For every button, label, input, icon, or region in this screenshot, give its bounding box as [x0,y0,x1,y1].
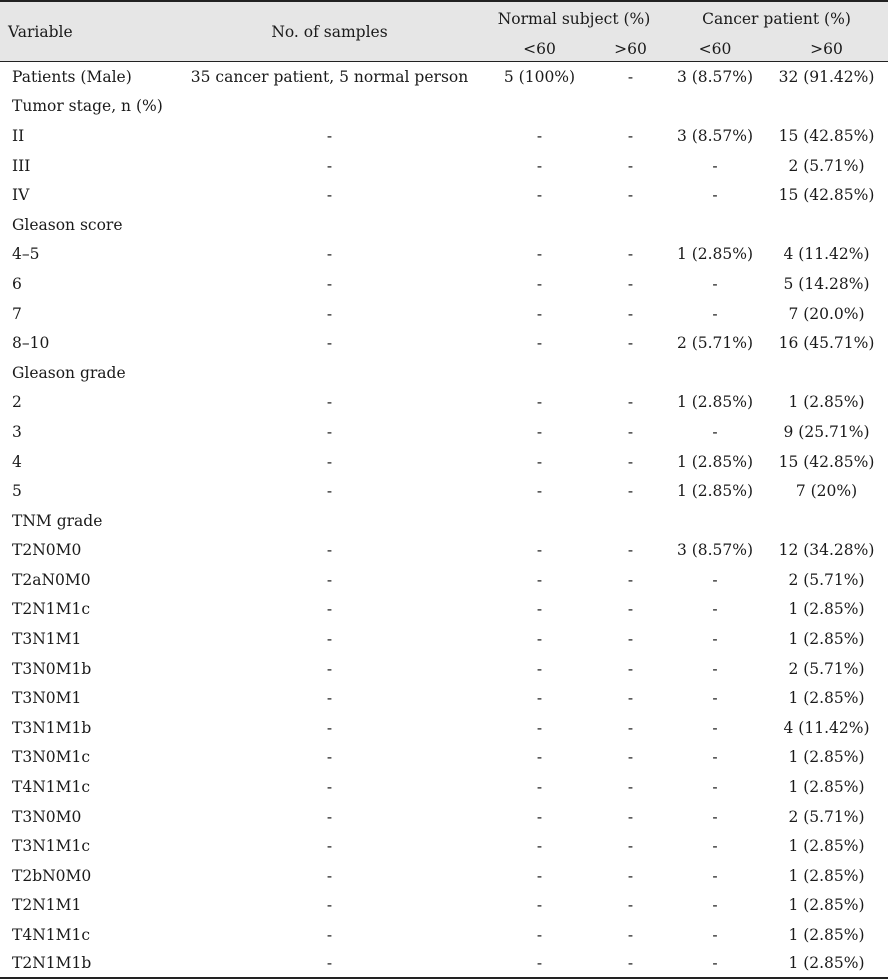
table-row [0,328,888,358]
cell-normal-lt60: - [536,748,543,767]
cell-normal-gt60: - [627,630,634,649]
cell-normal-gt60: - [627,274,634,293]
cell-normal-gt60: - [627,334,634,353]
cell-normal-gt60: - [627,156,634,175]
cell-normal-lt60: - [536,570,543,589]
cell-variable: T3N0M1c [12,748,91,767]
cell-cancer-gt60 [765,506,888,536]
cell-cancer-lt60: - [712,600,718,619]
cell-variable: T3N1M1 [12,630,82,649]
cell-normal-lt60: - [536,837,543,856]
cell-normal-gt60: - [627,837,634,856]
cell-variable: II [12,126,25,145]
cell-cancer-gt60: 1 (2.85%) [788,689,865,708]
table-row [0,180,888,210]
table-row [0,388,888,418]
cell-cancer-gt60: 4 (11.42%) [783,245,870,264]
cell-cancer-lt60: 1 (2.85%) [676,245,754,264]
cell-cancer-gt60: 32 (91.42%) [778,67,875,86]
cell-cancer-lt60: - [712,304,718,323]
cell-cancer-lt60: - [665,950,765,978]
cell-variable: IV [12,186,30,205]
cell-cancer-gt60: 1 (2.85%) [788,896,865,915]
cell-normal-lt60: - [536,274,543,293]
cell-variable: TNM grade [12,511,103,530]
table-row [0,891,888,921]
table-row [0,417,888,447]
cell-cancer-gt60 [765,210,888,240]
cell-normal-gt60: - [627,482,634,501]
cell-normal-lt60: - [536,689,543,708]
cell-samples: - [326,837,333,856]
cell-normal-gt60 [596,92,665,122]
cell-samples [176,506,483,536]
cell-normal-lt60: - [536,630,543,649]
cell-normal-gt60: - [627,186,634,205]
cell-cancer-gt60: 15 (42.85%) [778,452,875,471]
cell-cancer-lt60 [665,210,765,240]
cell-variable: T4N1M1c [12,926,91,945]
table-row [0,506,888,536]
cell-variable: T2N0M0 [12,541,82,560]
cell-normal-gt60: - [627,422,634,441]
cell-cancer-lt60: - [712,866,718,885]
cell-samples: - [326,659,333,678]
cell-samples: - [326,896,333,915]
cell-variable: T2N1M1b [0,950,176,978]
cell-variable: T4N1M1c [12,778,91,797]
cell-cancer-gt60: 5 (14.28%) [783,274,870,293]
cell-normal-gt60: - [627,896,634,915]
cell-cancer-lt60: 3 (8.57%) [676,126,754,145]
cell-normal-lt60: - [483,950,596,978]
cell-cancer-lt60 [665,506,765,536]
cell-cancer-gt60: 1 (2.85%) [788,778,865,797]
table-row [0,831,888,861]
cell-cancer-lt60: - [712,570,718,589]
cell-normal-lt60: - [536,126,543,145]
cell-normal-gt60: - [627,718,634,737]
header-cancer-gt60: >60 [765,36,888,62]
cell-samples: - [326,689,333,708]
cell-normal-lt60: - [536,482,543,501]
cell-normal-lt60: - [536,393,543,412]
cell-cancer-lt60 [665,358,765,388]
cell-cancer-lt60: 3 (8.57%) [676,67,754,86]
cell-variable: Tumor stage, n (%) [12,97,163,116]
cell-cancer-lt60: 2 (5.71%) [676,334,754,353]
cell-normal-lt60: 5 (100%) [503,67,576,86]
cell-samples: - [326,778,333,797]
cell-variable: 7 [12,304,22,323]
cell-normal-gt60: - [627,304,634,323]
cell-samples: 35 cancer patient, 5 normal person [190,67,469,86]
cell-cancer-lt60: 1 (2.85%) [676,452,754,471]
table-row [0,920,888,950]
cell-normal-gt60: - [627,570,634,589]
header-normal-lt60: <60 [483,36,596,62]
cell-normal-gt60: - [627,67,634,86]
cell-normal-lt60: - [536,156,543,175]
cell-cancer-gt60: 4 (11.42%) [783,718,870,737]
cell-samples: - [326,541,333,560]
cell-normal-lt60: - [536,452,543,471]
cell-samples: - [326,186,333,205]
table-body [0,62,888,978]
cell-normal-gt60: - [627,452,634,471]
cell-cancer-gt60: 2 (5.71%) [788,156,865,175]
cell-cancer-lt60: - [712,274,718,293]
cell-normal-gt60: - [627,926,634,945]
header-cancer-patient: Cancer patient (%) [665,1,888,36]
table-row [0,447,888,477]
cell-cancer-lt60: - [712,630,718,649]
cell-variable: T2bN0M0 [12,866,92,885]
table-row [0,62,888,92]
cell-samples: - [326,393,333,412]
cell-cancer-lt60: - [712,896,718,915]
cell-cancer-lt60: - [712,689,718,708]
table-row [0,151,888,181]
cell-variable: T3N0M1 [12,689,82,708]
cell-cancer-lt60: - [712,186,718,205]
table-row [0,536,888,566]
cell-samples: - [326,304,333,323]
table-row [0,743,888,773]
cell-samples: - [326,570,333,589]
cell-samples: - [326,748,333,767]
cell-samples: - [326,452,333,471]
cell-normal-lt60: - [536,186,543,205]
cell-variable: 3 [12,422,22,441]
cell-cancer-gt60: 1 (2.85%) [788,748,865,767]
cell-cancer-lt60: - [712,156,718,175]
cell-samples [176,358,483,388]
cell-variable: 4 [12,452,22,471]
cell-cancer-gt60: 9 (25.71%) [783,422,870,441]
cell-normal-lt60 [483,358,596,388]
cell-normal-gt60: - [627,778,634,797]
header-samples: No. of samples [176,1,483,62]
cell-cancer-gt60: 1 (2.85%) [788,393,865,412]
cell-cancer-lt60: 3 (8.57%) [676,541,754,560]
cell-normal-lt60: - [536,334,543,353]
cell-cancer-gt60: 16 (45.71%) [778,334,875,353]
cell-variable: 4–5 [12,245,40,264]
table-row [0,772,888,802]
table-row [0,802,888,832]
table-row [0,92,888,122]
cell-variable: T2N1M1c [12,600,91,619]
cell-cancer-lt60: 1 (2.85%) [676,482,754,501]
cell-variable: T2N1M1 [12,896,82,915]
cell-cancer-lt60 [665,92,765,122]
cell-variable: 5 [12,482,22,501]
cell-normal-lt60: - [536,304,543,323]
cell-normal-gt60: - [627,126,634,145]
cell-cancer-lt60: - [712,807,718,826]
cell-samples: - [326,156,333,175]
cell-samples: - [326,630,333,649]
header-normal-subject: Normal subject (%) [483,1,665,36]
cell-samples: - [326,866,333,885]
cell-normal-gt60: - [627,659,634,678]
cell-normal-gt60: - [627,807,634,826]
cell-normal-lt60: - [536,659,543,678]
cell-normal-lt60: - [536,600,543,619]
table-row [0,476,888,506]
table-row [0,121,888,151]
table-row [0,624,888,654]
cell-cancer-gt60: 15 (42.85%) [778,126,875,145]
table-row [0,713,888,743]
header-normal-gt60: >60 [596,36,665,62]
table-row [0,595,888,625]
header-cancer-lt60: <60 [665,36,765,62]
cell-cancer-lt60: - [712,778,718,797]
header-variable: Variable [0,1,176,62]
cell-cancer-gt60: 1 (2.85%) [788,866,865,885]
cell-samples: - [326,422,333,441]
table-row [0,240,888,270]
cell-normal-gt60: - [596,950,665,978]
cell-variable: Patients (Male) [12,67,132,86]
table-row [0,950,888,978]
cell-variable: T3N1M1b [12,718,92,737]
table-header [0,1,888,62]
cell-cancer-gt60 [765,358,888,388]
cell-variable: III [12,156,31,175]
cell-cancer-gt60: 12 (34.28%) [778,541,875,560]
cell-normal-gt60: - [627,541,634,560]
cell-variable: T3N0M0 [12,807,82,826]
cell-normal-gt60: - [627,245,634,264]
cell-normal-gt60: - [627,600,634,619]
cell-samples: - [326,718,333,737]
cell-cancer-gt60: 7 (20.0%) [788,304,865,323]
cell-normal-lt60: - [536,926,543,945]
table-row [0,269,888,299]
cell-cancer-lt60: - [712,748,718,767]
cell-samples: - [326,807,333,826]
cell-variable: 6 [12,274,22,293]
cell-cancer-gt60: 1 (2.85%) [788,926,865,945]
cell-normal-gt60: - [627,748,634,767]
cell-normal-lt60: - [536,422,543,441]
cell-cancer-lt60: - [712,659,718,678]
cell-variable: T3N1M1c [12,837,91,856]
cell-variable: Gleason grade [12,363,126,382]
cell-cancer-lt60: - [712,837,718,856]
cell-normal-lt60: - [536,866,543,885]
cell-cancer-gt60: 1 (2.85%) [788,837,865,856]
table-row [0,565,888,595]
cell-normal-lt60 [483,92,596,122]
cell-cancer-gt60: 1 (2.85%) [788,630,865,649]
cell-variable: 2 [12,393,22,412]
cell-samples [176,92,483,122]
cell-samples: - [326,926,333,945]
cell-samples: - [326,482,333,501]
header-row-top [0,1,888,36]
cell-normal-lt60: - [536,778,543,797]
cell-cancer-gt60: 2 (5.71%) [788,659,865,678]
cell-cancer-gt60: 1 (2.85%) [788,600,865,619]
table-row [0,861,888,891]
table-row [0,210,888,240]
cell-cancer-lt60: - [712,422,718,441]
cell-variable: Gleason score [12,215,123,234]
cell-variable: T2aN0M0 [12,570,91,589]
cell-normal-gt60: - [627,393,634,412]
cell-normal-lt60: - [536,807,543,826]
cell-cancer-gt60: 1 (2.85%) [765,950,888,978]
cell-normal-gt60 [596,358,665,388]
cell-normal-gt60 [596,210,665,240]
cell-normal-lt60 [483,506,596,536]
cell-normal-lt60: - [536,718,543,737]
cell-normal-lt60 [483,210,596,240]
cell-normal-lt60: - [536,245,543,264]
cell-variable: T3N0M1b [12,659,92,678]
cell-samples: - [176,950,483,978]
cell-cancer-gt60: 2 (5.71%) [788,570,865,589]
table-row [0,299,888,329]
cell-normal-lt60: - [536,896,543,915]
cell-cancer-lt60: - [712,926,718,945]
cell-samples: - [326,334,333,353]
cell-cancer-gt60: 7 (20%) [795,482,858,501]
cell-samples: - [326,274,333,293]
cell-cancer-lt60: 1 (2.85%) [676,393,754,412]
cell-cancer-lt60: - [712,718,718,737]
cell-cancer-gt60 [765,92,888,122]
cell-samples [176,210,483,240]
table-row [0,654,888,684]
cell-variable: 8–10 [12,334,50,353]
cell-normal-gt60 [596,506,665,536]
cell-samples: - [326,126,333,145]
cell-normal-gt60: - [627,689,634,708]
table-row [0,683,888,713]
table-row [0,358,888,388]
cell-samples: - [326,600,333,619]
cell-normal-lt60: - [536,541,543,560]
cell-cancer-gt60: 2 (5.71%) [788,807,865,826]
cell-samples: - [326,245,333,264]
cell-normal-gt60: - [627,866,634,885]
cell-cancer-gt60: 15 (42.85%) [778,186,875,205]
